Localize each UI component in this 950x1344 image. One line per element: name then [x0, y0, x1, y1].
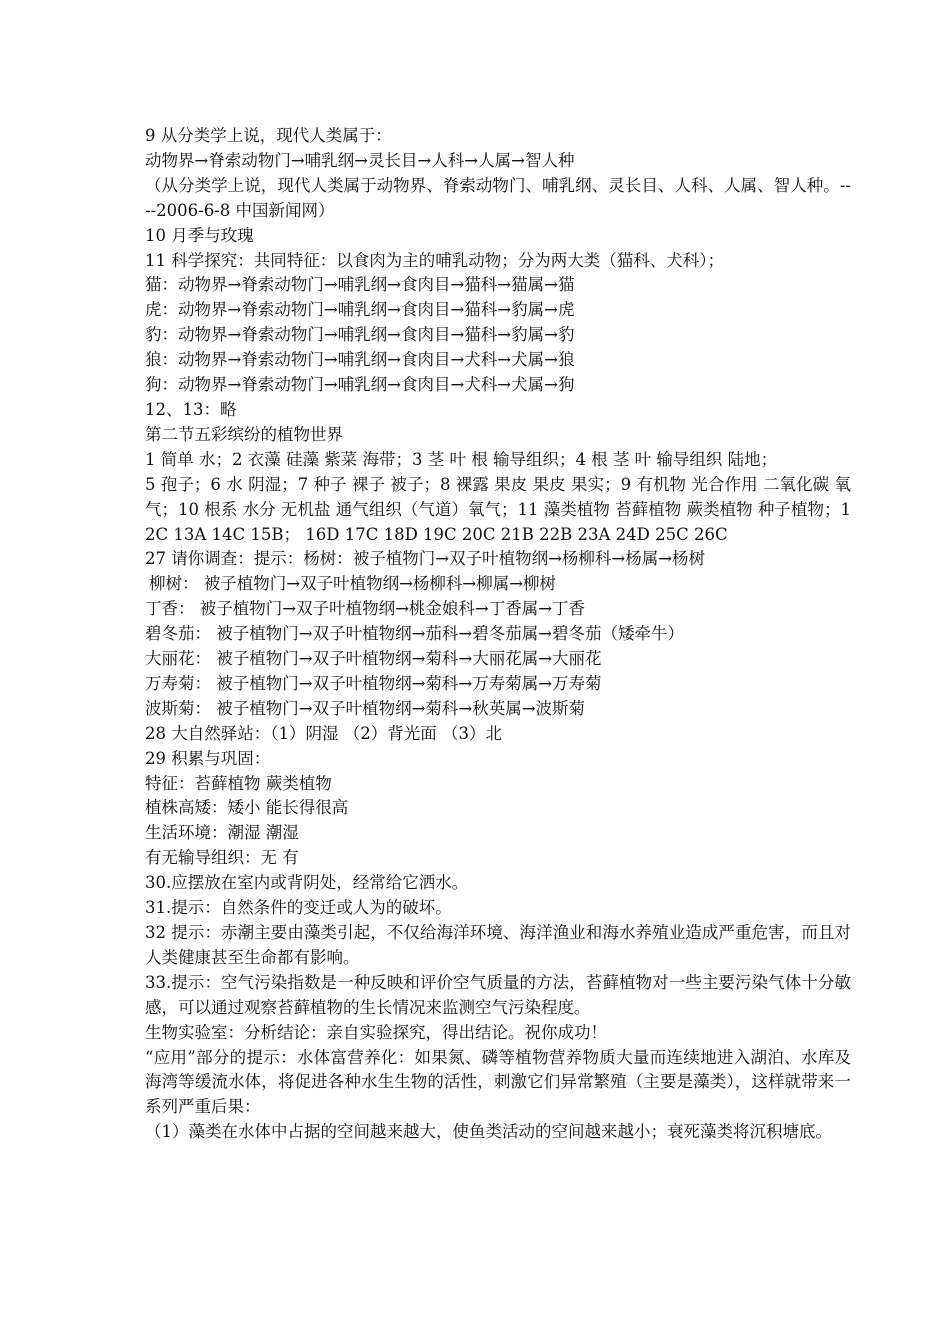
text-line: 32 提示：赤潮主要由藻类引起，不仅给海洋环境、海洋渔业和海水养殖业造成严重危害，而且对人类健康甚至生命都有影响。: [145, 923, 851, 967]
text-line: 29 积累与巩固：: [145, 748, 271, 768]
text-line: 万寿菊： 被子植物门→双子叶植物纲→菊科→万寿菊属→万寿菊: [145, 673, 602, 693]
text-line: 大丽花： 被子植物门→双子叶植物纲→菊科→大丽花属→大丽花: [145, 649, 602, 669]
text-line: 特征：苔藓植物 蕨类植物: [145, 773, 332, 793]
text-line: （从分类学上说，现代人类属于动物界、脊索动物门、哺乳纲、灵长目、人科、人属、智人种。----2006-6-8 中国新闻网）: [145, 175, 851, 220]
text-line: （1）藻类在水体中占据的空间越来越大，使鱼类活动的空间越来越小；衰死藻类将沉积塘底。: [145, 1122, 832, 1142]
text-line: 5 孢子；6 水 阴湿；7 种子 裸子 被子；8 裸露 果皮 果皮 果实；9 有机物 光合作用 二氧化碳 氧气；10 根系 水分 无机盐 通气组织（气道）氧气；11 藻类植物 苔藓植物 蕨类植物 种子植物；12C 13A 14C 15B； 16D 17C 18D 19C 20C 21B 22B 23A 24D 25C 26C: [145, 474, 851, 544]
text-line: 虎：动物界→脊索动物门→哺乳纲→食肉目→猫科→豹属→虎: [145, 300, 575, 320]
text-line: 11 科学探究：共同特征：以食肉为主的哺乳动物；分为两大类（猫科、犬科）；: [145, 250, 724, 270]
text-line: 1 简单 水；2 衣藻 硅藻 紫菜 海带；3 茎 叶 根 输导组织；4 根 茎 叶 输导组织 陆地；: [145, 449, 778, 469]
text-line: 9 从分类学上说，现代人类属于：: [145, 126, 392, 145]
text-line: 动物界→脊索动物门→哺乳纲→灵长目→人科→人属→智人种: [145, 150, 575, 170]
text-line: 生物实验室：分析结论：亲自实验探究，得出结论。祝你成功！: [145, 1022, 607, 1042]
text-line: 31.提示：自然条件的变迁或人为的破坏。: [145, 898, 452, 918]
text-line: 27 请你调查：提示：杨树：被子植物门→双子叶植物纲→杨柳科→杨属→杨树: [145, 549, 706, 569]
text-line: “应用”部分的提示：水体富营养化：如果氮、磷等植物营养物质大量而连续地进入湖泊、水库及海湾等缓流水体，将促进各种水生生物的活性，刺激它们异常繁殖（主要是藻类），这样就带来一系列严重后果：: [145, 1047, 851, 1117]
text-line: 生活环境：潮湿 潮湿: [145, 823, 299, 843]
text-line: 丁香： 被子植物门→双子叶植物纲→桃金娘科→丁香属→丁香: [145, 599, 586, 619]
document-body: [145, 124, 851, 1145]
text-line: 有无输导组织：无 有: [145, 848, 299, 868]
text-line: 柳树： 被子植物门→双子叶植物纲→杨柳科→柳属→柳树: [149, 574, 557, 594]
text-line: 植株高矮：矮小 能长得很高: [145, 798, 349, 818]
text-line: 33.提示：空气污染指数是一种反映和评价空气质量的方法，苔藓植物对一些主要污染气体十分敏感，可以通过观察苔藓植物的生长情况来监测空气污染程度。: [145, 972, 851, 1017]
text-line: 28 大自然驿站：（1）阴湿 （2）背光面 （3）北: [145, 723, 502, 743]
text-line: 狗：动物界→脊索动物门→哺乳纲→食肉目→犬科→犬属→狗: [145, 375, 575, 395]
text-line: 波斯菊： 被子植物门→双子叶植物纲→菊科→秋英属→波斯菊: [145, 698, 586, 718]
text-line: 10 月季与玫瑰: [145, 225, 254, 245]
text-line: 猫：动物界→脊索动物门→哺乳纲→食肉目→猫科→猫属→猫: [145, 275, 575, 295]
text-line: 12、13：略: [145, 399, 237, 419]
text-line: 碧冬茄： 被子植物门→双子叶植物纲→茄科→碧冬茄属→碧冬茄（矮牵牛）: [145, 624, 685, 644]
section-heading: 第二节五彩缤纷的植物世界: [145, 424, 343, 444]
text-line: 豹：动物界→脊索动物门→哺乳纲→食肉目→猫科→豹属→豹: [145, 325, 575, 345]
text-line: 狼：动物界→脊索动物门→哺乳纲→食肉目→犬科→犬属→狼: [145, 350, 575, 370]
text-line: 30.应摆放在室内或背阴处，经常给它洒水。: [145, 873, 469, 893]
